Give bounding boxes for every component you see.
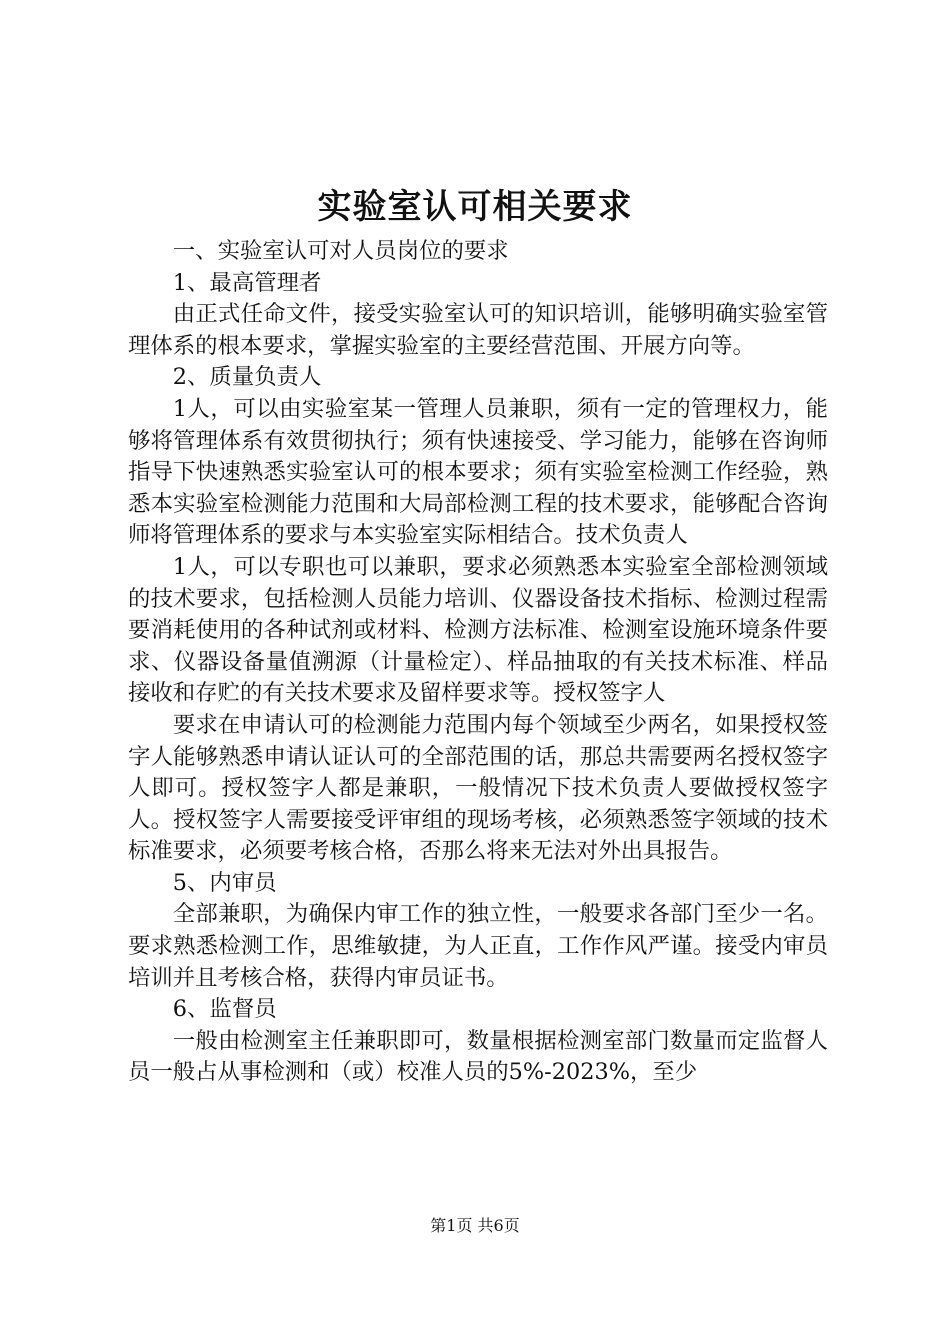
document-title: 实验室认可相关要求	[317, 187, 633, 227]
paragraph-internal-auditor: 全部兼职，为确保内审工作的独立性，一般要求各部门至少一名。要求熟悉检测工作，思维敏捷，为人正直，工作作风严谨。接受内审员培训并且考核合格，获得内审员证书。	[128, 901, 828, 991]
paragraph-supervisor: 一般由检测室主任兼职即可，数量根据检测室部门数量而定监督人员一般占从事检测和（或）校准人员的5%-2023%，至少	[128, 1027, 828, 1086]
document-body	[128, 236, 828, 1089]
subheading-top-manager: 1、最高管理者	[172, 269, 322, 296]
subheading-internal-auditor: 5、内审员	[172, 869, 277, 896]
section-heading: 一、实验室认可对人员岗位的要求	[172, 238, 509, 264]
page-footer: 第1页 共6页	[430, 1216, 520, 1235]
subheading-supervisor: 6、监督员	[172, 996, 277, 1023]
paragraph-quality-manager: 1人，可以由实验室某一管理人员兼职，须有一定的管理权力，能够将管理体系有效贯彻执行；须有快速接受、学习能力，能够在咨询师指导下快速熟悉实验室认可的根本要求；须有实验室检测工作经验，熟悉本实验室检测能力范围和大局部检测工程的技术要求，能够配合咨询师将管理体系的要求与本实验室实际相结合。技术负责人	[128, 395, 828, 549]
paragraph-authorized-signatory: 要求在申请认可的检测能力范围内每个领域至少两名，如果授权签字人能够熟悉申请认证认可的全部范围的话，那总共需要两名授权签字人即可。授权签字人都是兼职，一般情况下技术负责人要做授权签字人。授权签字人需要接受评审组的现场考核，必须熟悉签字领域的技术标准要求，必须要考核合格，否那么将来无法对外出具报告。	[128, 711, 828, 865]
subheading-quality-manager: 2、质量负责人	[172, 364, 322, 391]
paragraph-top-manager: 由正式任命文件，接受实验室认可的知识培训，能够明确实验室管理体系的根本要求，掌握实验室的主要经营范围、开展方向等。	[128, 301, 828, 359]
paragraph-technical-manager: 1人，可以专职也可以兼职，要求必须熟悉本实验室全部检测领域的技术要求，包括检测人员能力培训、仪器设备技术指标、检测过程需要消耗使用的各种试剂或材料、检测方法标准、检测室设施环境条件要求、仪器设备量值溯源（计量检定）、样品抽取的有关技术标准、样品接收和存贮的有关技术要求及留样要求等。授权签字人	[128, 553, 828, 707]
